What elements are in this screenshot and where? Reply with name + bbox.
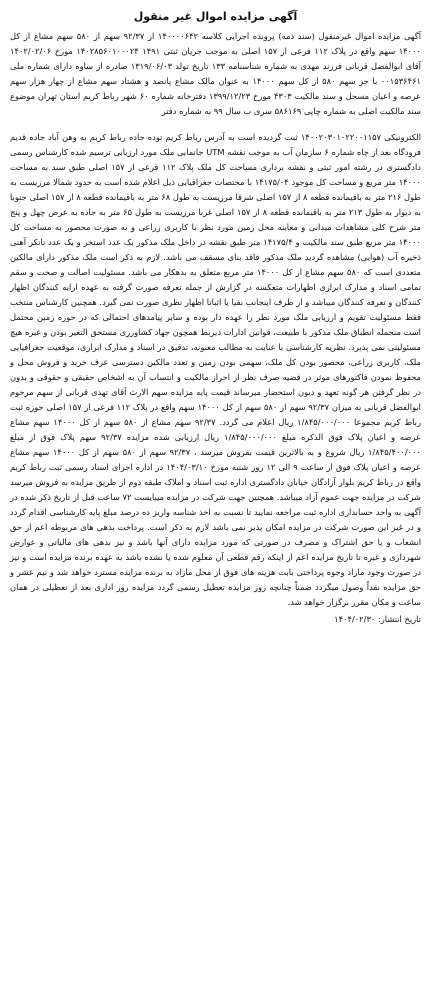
notice-paragraph-2: الکترونیکی ۱۴۰۰۲۰۳۰۱۰۲۲۰۰۱۱۵۷ ثبت گردیده است به آدرس رباط کریم توده جاده رباط کریم به وهن آباد جاده قدیم فرودگاه بعد از چاه شماره ۶ سازمان آب به موجب نقشه UTM جانمایی ملک مورد ارزیابی ترسیم شده کارشناس رسمی دادگستری در رشته امور ثبتی و نقشه برداری مساحت کل ملک پلاک ۱۱۲ فرعی از ۱۵۷ اصلی طبق سند به مساحت ۱۴۰۰۰ متر مربع و مساحت کل موجود ۱۴۱۷۵/۰۴ با مختصات جغرافیایی ذیل اعلام شده است به حدود شمالا مرزیست به طول ۲۱۶ متر به باقیمانده قطعه ۸ از ۱۵۷ اصلی شرقا مرزیست به طول ۶۸ متر به باقیمانده قطعه ۸ از ۱۵۷ اصلی جنوبا به دیوار به طول ۲۱۳ متر به باقیمانده قطعه ۸ از ۱۵۷ اصلی غربا مرزیست به طول ۶۵ متر به جاده به عرض چهل و پنج متر شرح کلی مشاهدات میدانی و معاینه محل زمین مورد نظر با کاربری زراعی و به صورت محصور به مساحت کل ۱۴۰۰۰ متر مربع طبق سند مالکیت و ۱۴۱۷۵/۴ متر طبق نقشه در داخل ملک مذکور یک عدد استخر و یک عدد تانکر آهنی ذخیره آب (هوایی) مشاهده گردید ملک مذکور فاقد بنای مسقف می باشد. لازم به ذکر است ملک مذکور دارای مالکین متعددی است که ۵۸۰ سهم مشاع از کل ۱۴۰۰۰ متر مربع متعلق به بدهکار می باشد. مسئولیت اصالت و صحت و سقم تمامی اسناد و مدارک ابرازی اظهارات متعکسه در گزارش از جمله تعرفه صورت گرفته به عهده ارایه کنندگان اظهار کنندگان و تعرفه کنندگان میباشد و از طرف اینجانب نفیا یا اثباتا اظهار نظری صورت نمی گیرد. همچنین کارشناس منتخب فقط مسئولیت تقویم و ارزیابی ملک مورد نظر را عهده دار بوده و سایر پیامدهای احتمالی که در حوزه زمین محتمل است منجمله انطباق ملک مذکور با طبیعت، قوانین ادارات ذیربط همچون جهاد کشاورزی مستحق التغیر بودن و غیره هیچ مسئولیتی نمی پذیرد. نظریه کارشناسی با عنایت به مطالب معنونه، تدقیق در اسناد و مدارک ابرازی، موقعیت جغرافیایی ملک، کاربری زراعی، محصور بودن کل ملک، سهمی بودن زمین و تعدد مالکین دسترسی عرف خرید و فروش محل و محفوظ نمودن فاکتورهای موثر در قضیه صرف نظر از احراز مالکیت و انتساب آن به اشخاص حقیقی و حقوقی و بدون در نظر گرفتن هر گونه تعهد و دیون استحضار میرساند قیمت پایه مزایده سهم الارث آقای تهدی قربانی از سهم مرحوم ابوالفضل قربانی به میزان ۹۲/۳۷ سهم از ۵۸۰ سهم از کل ۱۴۰۰۰ سهم واقع در پلاک ۱۱۲ فرعی از ۱۵۷ اصلی حوزه ثبت رباط کریم مجموعا ۱/۸۴۵/۰۰۰/۰۰۰ ریال اعلام می گردد. ۹۲/۳۷ سهم مشاع از ۵۸۰ سهم از کل ۱۴۰۰۰ سهم مشاع عرصه و اعیان پلاک فوق الذکره مبلغ ۱/۸۴۵/۰۰۰/۰۰۰ ریال ارزیابی شده مزایده ۹۲/۳۷ سهم پلاک فوق از مبلغ ۱/۸۴۵/۴۰۰/۰۰۰ ریال شروع و به بالاترین قیمت بفروش میرسد ، ۹۲/۳۷ سهم از ۵۸۰ سهم از کل ۱۴۰۰۰ سهم مشاع عرصه و اعیان پلاک فوق از ساعت ۹ الی ۱۲ روز شنبه مورخ ۱۴۰۴/۰۳/۱۰ در اداره اجرای اسناد رسمی ثبت رباط کریم واقع در رباط کریم بلوار آزادگان خیابان دادگستری اداره ثبت اسناد و املاک طبقه دوم از طریق مزایده به فروش میرسد شرکت در مزایده جهت عموم آزاد میباشد. همچنین جهت شرکت در مزایده میبایست ۷۲ ساعت قبل از تاریخ ذکر شده در آگهی به واحد حسابداری اداره ثبت مراجعه نمایید تا نسبت به اخذ شناسه واریز ده درصد مبلغ پایه کارشناسی اقدام گردد و در غیر این صورت شرکت در مزایده امکان پذیر نمی باشد لازم به ذکر است. پرداخت بدهی های مربوطه اعم از حق انشعاب و یا حق اشتراک و مصرف در صورتی که مورد مزایده دارای آنها باشد و نیز بدهی های مالیاتی و عوارض شهرداری و غیره تا تاریخ مزایده اعم از اینکه رقم قطعی آن معلوم شده یا نشده باشد به عهده برنده مزایده است و نیز در صورت وجود مازاد وجوه پرداختی بابت هزینه های فوق از محل مازاد به برنده مزایده مسترد خواهد شد و نیم عشر و حق مزایده نقداً وصول میگردد ضمناً چنانچه روز مزایده تعطیل رسمی گردد مزایده روز اداری بعد از تعطیلی در همان ساعت و مکان مقرر برگزار خواهد شد. [10, 132, 422, 607]
notice-paragraph-1: آگهی مزایده اموال غیرمنقول (سند ذمه) پرونده اجرایی کلاسه ۱۴۰۰۰۰۶۴۲ از ۹۲/۳۷ سهم از ۵۸۰ سهم مشاع از کل ۱۴۰۰۰ سهم واقع در پلاک ۱۱۲ فرعی از ۱۵۷ اصلی به موجب جریان ثبتی ۱۴۹۱ ۱۴۰۲۸۵۶۰۱۰۰۰۲۴ مورخ ۱۴۰۲/۰۲/۰۶ آقای ابوالفضل قربانی فرزند مهدی به شماره شناسنامه ۱۳۳ تاریخ تولد ۱۳۱۹/۰۶/۰۳ صادره از ساوه دارای شماره ملی ۰۰۱۵۳۶۴۶۱ با جز سهم ۵۸۰ از کل سهم ۱۴۰۰۰ به عنوان مالک مشاع پانصد و هشتاد سهم مشاع از چهار هزار سهم عرصه و اعیان مسجل و سند مالکیت ۴۳۰۳ مورخ ۱۳۹۹/۱۲/۲۳ دفترخانه شماره ۶۰ شهر رباط کریم استان تهران موضوع سند مالکیت اصلی به شماره چاپی ۵۸۶۱۶۹ سری ب سال ۹۹ به شماره دفتر [10, 31, 422, 116]
publication-date: تاریخ انتشار: ۱۴۰۴/۰۲/۳۰ [334, 614, 421, 624]
notice-title: آگهی مزایده اموال غیر منقول [133, 10, 298, 23]
